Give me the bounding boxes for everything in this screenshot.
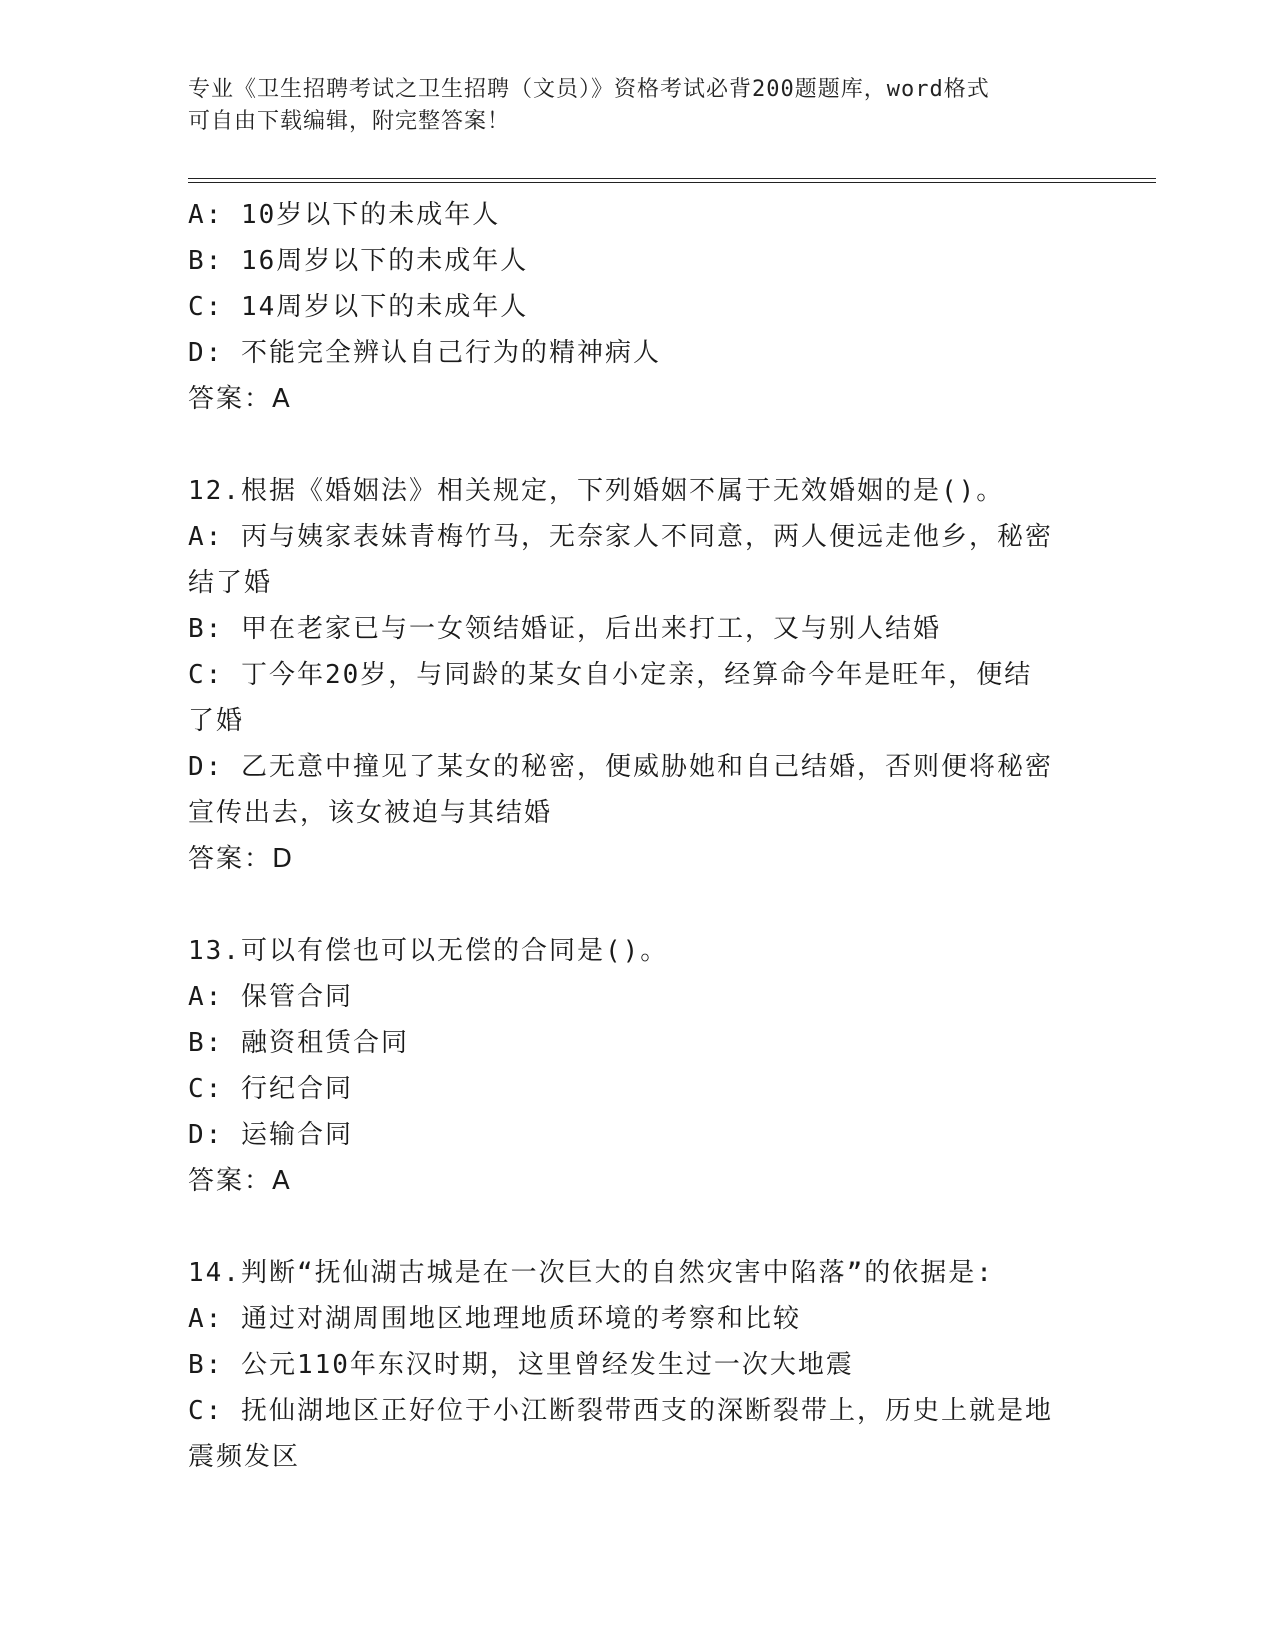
q13-option-b: B: 融资租赁合同 (188, 1028, 409, 1058)
q14-question: 14.判断“抚仙湖古城是在一次巨大的自然灾害中陷落”的依据是: (188, 1258, 994, 1288)
q12-option-d-line1: D: 乙无意中撞见了某女的秘密，便威胁她和自己结婚，否则便将秘密 (188, 752, 1053, 782)
q12-question: 12.根据《婚姻法》相关规定，下列婚姻不属于无效婚姻的是()。 (188, 476, 1005, 506)
q13-option-c: C: 行纪合同 (188, 1074, 353, 1104)
header-line-2: 可自由下载编辑，附完整答案！ (188, 109, 511, 134)
spacer (188, 882, 1088, 928)
header-divider (188, 178, 1156, 183)
spacer (188, 422, 1088, 468)
q11-option-a: A: 10岁以下的未成年人 (188, 200, 501, 230)
q13-option-a: A: 保管合同 (188, 982, 353, 1012)
q12-option-b: B: 甲在老家已与一女领结婚证，后出来打工，又与别人结婚 (188, 614, 941, 644)
q14-option-c-line2: 震频发区 (188, 1442, 301, 1472)
q11-option-c: C: 14周岁以下的未成年人 (188, 292, 529, 322)
q13-option-d: D: 运输合同 (188, 1120, 353, 1150)
q14-option-c-line1: C: 抚仙湖地区正好位于小江断裂带西支的深断裂带上，历史上就是地 (188, 1396, 1053, 1426)
q14-option-b: B: 公元110年东汉时期，这里曾经发生过一次大地震 (188, 1350, 854, 1380)
q14-option-a: A: 通过对湖周围地区地理地质环境的考察和比较 (188, 1304, 801, 1334)
q12-option-a-line1: A: 丙与姨家表妹青梅竹马，无奈家人不同意，两人便远走他乡，秘密 (188, 522, 1053, 552)
document-header (188, 74, 1068, 138)
header-line-1: 专业《卫生招聘考试之卫生招聘（文员）》资格考试必背200题题库，word格式 (188, 77, 990, 102)
q12-option-a-line2: 结了婚 (188, 568, 273, 598)
q12-option-c-line2: 了婚 (188, 706, 245, 736)
q11-answer: 答案：A (188, 384, 292, 414)
spacer (188, 1204, 1088, 1250)
question-list (188, 192, 1088, 1480)
q12-answer: 答案：D (188, 844, 295, 874)
q13-answer: 答案：A (188, 1166, 292, 1196)
q11-option-d: D: 不能完全辨认自己行为的精神病人 (188, 338, 661, 368)
q12-option-c-line1: C: 丁今年20岁，与同龄的某女自小定亲，经算命今年是旺年，便结 (188, 660, 1033, 690)
q11-option-b: B: 16周岁以下的未成年人 (188, 246, 529, 276)
q13-question: 13.可以有偿也可以无偿的合同是()。 (188, 936, 669, 966)
q12-option-d-line2: 宣传出去，该女被迫与其结婚 (188, 798, 553, 828)
